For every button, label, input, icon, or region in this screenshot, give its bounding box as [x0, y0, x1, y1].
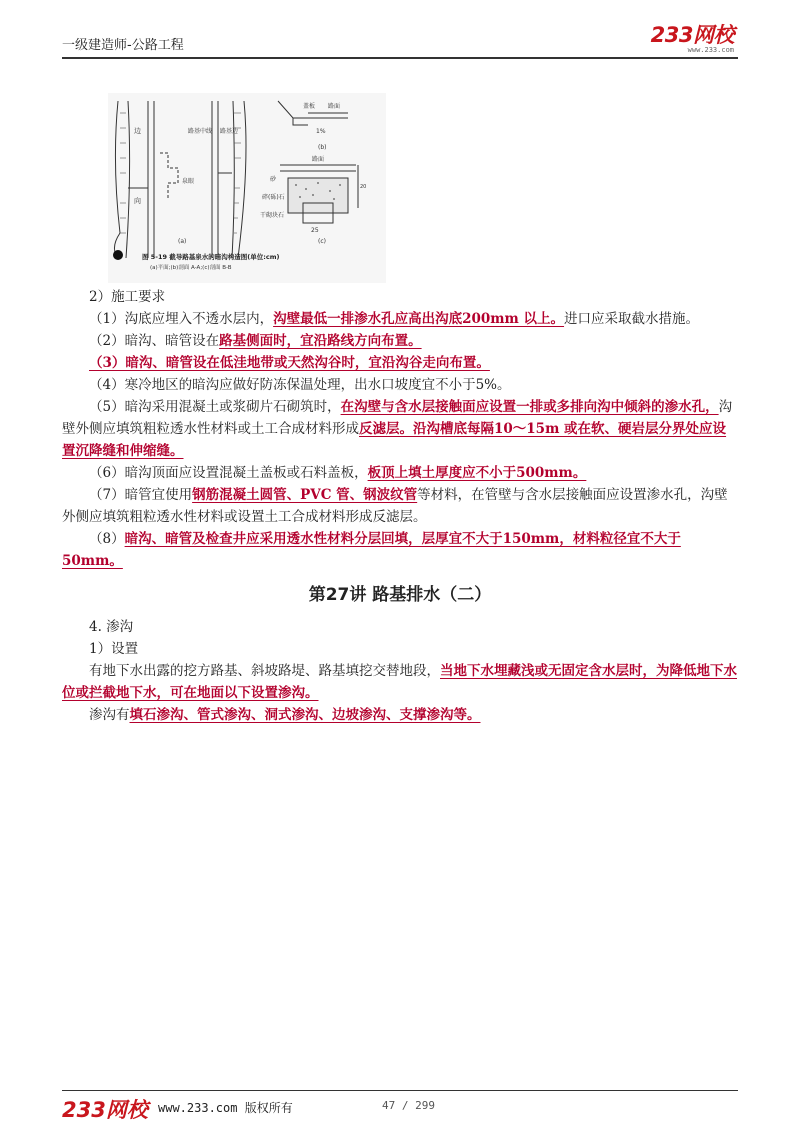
- header-rule: [62, 57, 738, 59]
- req-8: （8）暗沟、暗管及检查井应采用透水性材料分层回填，层厚宜不大于150mm，材料粒径宜不大于50mm。: [62, 531, 681, 569]
- label-spring: 泉眼: [182, 178, 195, 185]
- req-6: （6）暗沟顶面应设置混凝土盖板或石料盖板，板顶上填土厚度应不小于500mm。: [89, 465, 587, 481]
- req-4: （4）寒冷地区的暗沟应做好防冻保温处理，出水口坡度宜不小于5%。: [89, 377, 511, 393]
- highlight: 板顶上填土厚度应不小于500mm。: [367, 465, 587, 481]
- label-c: (c): [318, 238, 326, 245]
- label-side-left: 边: [134, 127, 141, 135]
- label-dim: 25: [311, 227, 319, 234]
- highlight: 反滤层。沿沟槽底每隔10～15m 或在软、硬岩层分界处应设置沉降缝和伸缩缝。: [62, 421, 727, 459]
- label-percent: 1%: [316, 128, 326, 135]
- footer-rule: [62, 1090, 738, 1091]
- highlight: 钢筋混凝土圆管、PVC 管、钢波纹管: [192, 487, 418, 503]
- highlight: 在沟壁与含水层接触面应设置一排或多排向沟中倾斜的渗水孔，: [340, 399, 719, 415]
- page-body: [62, 286, 738, 726]
- page-header: [62, 24, 738, 58]
- ink-spot: [113, 250, 123, 260]
- culvert-diagram: [108, 93, 386, 283]
- culvert-figure: [108, 93, 386, 283]
- label-a: (a): [178, 238, 187, 245]
- label-road-center: 路基中线: [188, 128, 213, 135]
- highlight: 当地下水埋藏浅或无固定含水层时，为降低地下水位或拦截地下水，可在地面以下设置渗沟。: [62, 663, 737, 701]
- label-sand: 砂: [270, 176, 277, 183]
- label-dim-small: 20: [360, 184, 367, 190]
- label-gai-ban: 盖板: [303, 103, 316, 110]
- highlight: 路基侧面时，宜沿路线方向布置。: [219, 333, 422, 349]
- setup-paragraph: 有地下水出露的挖方路基、斜坡路堤、路基填挖交替地段，当地下水埋藏浅或无固定含水层时，为降低地下水位或拦截地下水，可在地面以下设置渗沟。: [62, 663, 737, 701]
- highlight: 沟壁最低一排渗水孔应高出沟底200mm 以上。: [273, 311, 565, 327]
- label-stone: 干砌块石: [260, 212, 285, 219]
- section-4-1-title: 1）设置: [89, 641, 139, 657]
- figure-subcaption: (a)平面;(b)剖面 A-A;(c)剖面 B-B: [150, 265, 232, 271]
- req-1: （1）沟底应埋入不透水层内，沟壁最低一排渗水孔应高出沟底200mm 以上。进口应采取截水措施。: [89, 311, 700, 327]
- label-side-right: 路基边: [220, 128, 239, 135]
- footer-logo: 233网校: [62, 1098, 148, 1122]
- lecture-heading: 第27讲 路基排水（二）: [308, 585, 492, 605]
- header-logo: [651, 24, 734, 54]
- section-4-title: 4. 渗沟: [89, 619, 134, 635]
- label-gravel: 碎(砾)石: [262, 194, 285, 201]
- label-lu-mian-2: 路面: [312, 156, 325, 163]
- footer-copyright: www.233.com 版权所有: [158, 1101, 293, 1115]
- label-lu-mian: 路面: [328, 103, 341, 110]
- highlight: 填石渗沟、管式渗沟、洞式渗沟、边坡渗沟、支撑渗沟等。: [129, 707, 481, 723]
- req-7: （7）暗管宜使用钢筋混凝土圆管、PVC 管、钢波纹管等材料，在管壁与含水层接触面应设置渗水孔，沟壁外侧应填筑粗粒透水性材料或设置土工合成材料形成反滤层。: [62, 487, 728, 525]
- header-logo-text: 233网校: [650, 23, 734, 47]
- req-3: [62, 352, 738, 374]
- label-b: (b): [318, 144, 327, 151]
- header-title: 一级建造师-公路工程: [62, 38, 184, 53]
- page-footer: [62, 1094, 738, 1122]
- highlight: 暗沟、暗管及检查井应采用透水性材料分层回填，层厚宜不大于150mm，材料粒径宜不大于50mm。: [62, 531, 681, 569]
- label-slope: 向: [134, 197, 141, 205]
- types-paragraph: 渗沟有填石渗沟、管式渗沟、洞式渗沟、边坡渗沟、支撑渗沟等。: [89, 707, 481, 723]
- highlight: （3）暗沟、暗管设在低洼地带或天然沟谷时，宜沿沟谷走向布置。: [89, 355, 490, 371]
- header-logo-url: www.233.com: [687, 46, 734, 54]
- req-5: （5）暗沟采用混凝土或浆砌片石砌筑时，在沟壁与含水层接触面应设置一排或多排向沟中倾斜的渗水孔，沟壁外侧应填筑粗粒透水性材料或土工合成材料形成反滤层。沿沟槽底每隔10～15m 或在软、硬岩层分界处应设置沉降缝和伸缩缝。: [62, 399, 733, 459]
- figure-caption: 图 5-19 截导路基泉水的暗沟构造图(单位:cm): [142, 253, 280, 261]
- page-number: 47 / 299: [382, 1099, 435, 1112]
- section-requirements: 2）施工要求: [89, 289, 166, 305]
- req-2: （2）暗沟、暗管设在路基侧面时，宜沿路线方向布置。: [89, 333, 422, 349]
